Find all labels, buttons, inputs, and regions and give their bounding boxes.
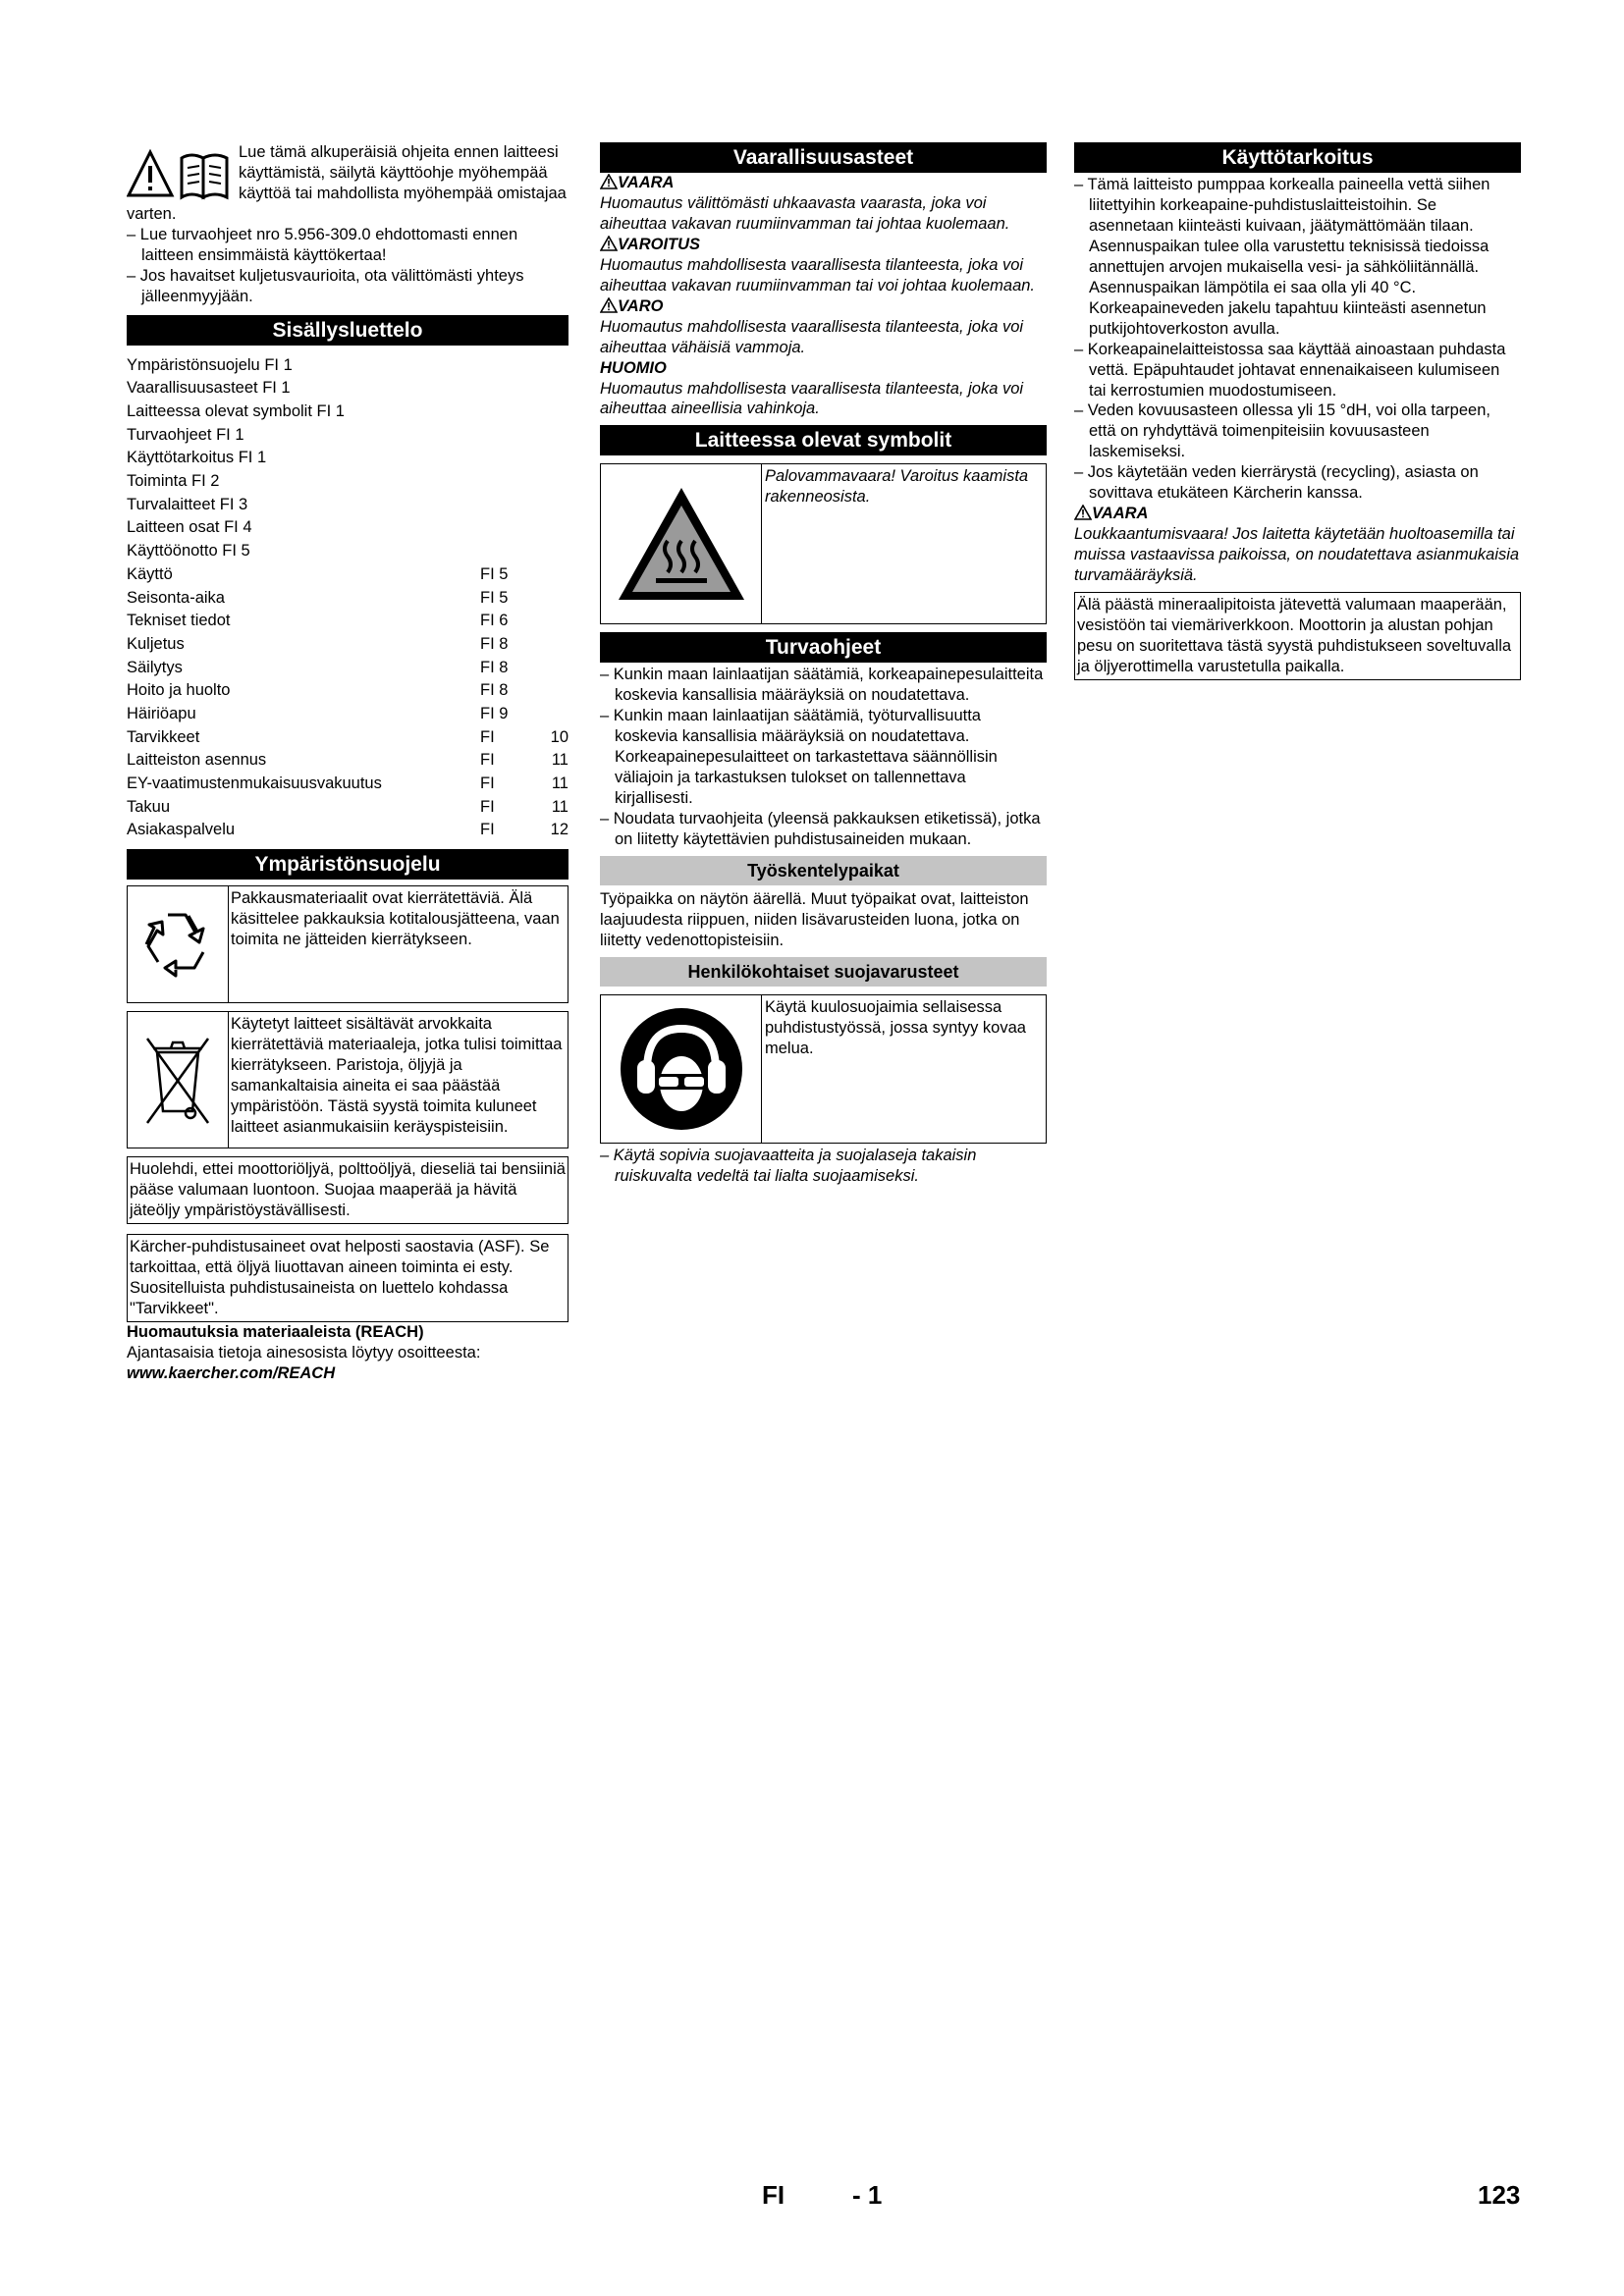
danger-level-text: Huomautus välittömästi uhkaavasta vaarasta, joka voi aiheuttaa vakavan ruumiinvamman tai johtaa kuolemaan. [600,193,1010,233]
reach-link[interactable]: www.kaercher.com/REACH [127,1363,336,1382]
recycle-text: Pakkausmateriaalit ovat kierrätettäviä. Älä käsittelee pakkauksia kotitalousjätteena, vaan toimita ne jätteiden kierrätykseen. [231,889,560,948]
toc-page-ref: FI 8 [480,681,509,700]
ppe-bullet: – Käytä sopivia suojavaatteita ja suojalaseja takaisin ruiskuvalta vedeltä tai lialta suojaamiseksi. [600,1146,977,1185]
toc-page-number: 11 [551,774,568,792]
toc-title: Seisonta-aika [127,588,225,607]
detergent-notice-box: Kärcher-puhdistusaineet ovat helposti saostavia (ASF). Se tarkoittaa, että öljyä liuottavan aineen toiminta ei esty. Suositelluista puhdistusaineista on luettelo kohdassa "Tarvikkeet". [127,1234,568,1322]
toc-page-ref [480,355,539,379]
toc-title: Laitteen osat FI 4 [127,518,252,537]
toc-title: Tekniset tiedot [127,612,231,630]
toc-page-ref [480,541,539,564]
toc-row[interactable] [127,611,568,634]
safety-bullet: – Kunkin maan lainlaatijan säätämiä, työturvallisuutta koskevia kansallisia määräyksiä on noudatettava. Korkeapainepesulaitteet on tarkastettava säännöllisin väliajoin ja tarkastuksen tulokset on tallennettava kirjallisesti. [600,707,998,808]
toc-row[interactable] [127,495,568,518]
use-bullet-text: Tämä laitteisto pumppaa korkealla paineella vettä siihen liitettyihin korkeapaine-puhdistuslaitteistoihin. Se asennetaan kiinteästi kuivaan, jäätymättömään tilaan. Asennuspaikan tulee olla varustettu teknisissä tiedoissa annettujen arvojen mukaisella vesi- ja sähköliitännällä. Asennuspaikan lämpötila ei saa olla yli 40 °C. Korkeapaineveden jakelu tapahtuu kiinteästi asennetun putkijohtoverkoston avulla. [1087,176,1490,338]
toc-title: Turvaohjeet FI 1 [127,425,244,444]
toc-row[interactable] [127,820,568,843]
toc-page-ref: FI 5 [480,588,509,607]
recycle-symbol-row [127,885,568,1003]
intended-use-heading: Käyttötarkoitus [1074,142,1521,173]
environment-heading: Ympäristönsuojelu [127,849,568,880]
safety-bullet-text: Noudata turvaohjeita (yleensä pakkauksen etiketissä), jotka on liitetty käytettävien puhdistusaineiden mukaan. [613,810,1041,849]
toc-title: Säilytys [127,658,183,676]
ear-eye-protection-icon [601,995,762,1143]
use-bullet: – Jos käytetään veden kierrärystä (recycling), asiasta on sovittava etukäteen Kärcherin kanssa. [1074,463,1479,503]
toc-page-number [539,588,568,612]
toc-page-number [539,448,568,471]
toc-page-number [539,495,568,518]
toc-page-number [539,634,568,658]
toc-page-ref: FI [480,797,495,816]
reach-text: Ajantasaisia tietoja ainesosista löytyy osoitteesta: [127,1343,481,1362]
toc-page-number [539,704,568,727]
danger-level-text: Huomautus mahdollisesta vaarallisesta tilanteesta, joka voi aiheuttaa aineellisia vahinkoja. [600,379,1024,418]
danger-label-text: VAARA [1092,505,1149,523]
toc-page-ref [480,425,539,449]
toc-page-number [539,517,568,541]
workplace-text: Työpaikka on näytön äärellä. Muut työpaikat ovat, laitteiston laajuudesta riippuen, niiden lisävarusteiden luona, jotka on liitetty vedenottopisteisiin. [600,890,1029,949]
toc-row[interactable] [127,564,568,588]
toc-page-ref: FI 9 [480,704,509,722]
warning-triangle-icon [600,174,618,189]
use-bullet: – Veden kovuusasteen ollessa yli 15 °dH, voi olla tarpeen, että on ryhdyttävä toimenpiteisiin kovuusasteen laskemiseksi. [1074,401,1490,461]
use-bullet-text: Jos käytetään veden kierrärystä (recycling), asiasta on sovittava etukäteen Kärcherin kanssa. [1087,463,1479,503]
toc-row[interactable] [127,658,568,681]
danger-level-label [600,358,1047,379]
toc-page-number [539,425,568,449]
toc-row[interactable] [127,797,568,821]
toc-title: Kuljetus [127,634,185,653]
toc-title: Toiminta FI 2 [127,472,220,491]
toc-page-number [539,471,568,495]
danger-label [1074,504,1521,524]
toc-title: Käyttötarkoitus FI 1 [127,449,267,467]
toc-page-ref: FI 6 [480,612,509,630]
toc-page-number: 12 [550,821,568,839]
toc-row[interactable] [127,471,568,495]
toc-row[interactable] [127,634,568,658]
intro-bullet-text: Lue turvaohjeet nro 5.956-309.0 ehdottomasti ennen laitteen ensimmäistä käyttökertaa! [139,225,518,264]
toc-row[interactable] [127,727,568,751]
toc-page-number [539,401,568,425]
warning-triangle-icon [600,236,618,251]
reach-heading: Huomautuksia materiaaleista (REACH) [127,1322,424,1341]
intro-bullet: – Jos havaitset kuljetusvaurioita, ota välittömästi yhteys jälleenmyyjään. [127,266,524,305]
oil-notice-box: Huolehdi, ettei moottoriöljyä, polttoöljyä, dieseliä tai bensiiniä pääse valumaan luontoon. Suojaa maaperää ja hävitä jäteöljy ympäristöystävällisesti. [127,1156,568,1224]
recycle-icon [128,886,229,1002]
danger-text: Loukkaantumisvaara! Jos laitetta käytetään huoltoasemilla tai muissa vastaavissa paikoissa, on noudatettava asianmukaisia turvamääräyksiä. [1074,525,1520,585]
intro-bullet: – Lue turvaohjeet nro 5.956-309.0 ehdottomasti ennen laitteen ensimmäistä käyttökertaa! [127,225,518,264]
toc-title: Käyttö [127,564,173,583]
toc-row[interactable] [127,355,568,379]
toc-page-ref [480,495,539,518]
column-middle [600,142,1047,1187]
ppe-bullet-text: Käytä sopivia suojavaatteita ja suojalaseja takaisin ruiskuvalta vedeltä tai lialta suojaamiseksi. [613,1146,977,1185]
safety-bullet-text: Kunkin maan lainlaatijan säätämiä, työturvallisuutta koskevia kansallisia määräyksiä on noudatettava. Korkeapainepesulaitteet on tarkastettava säännöllisin väliajoin ja tarkastuksen tulokset on tallennettava kirjallisesti. [613,707,998,808]
danger-level-text: Huomautus mahdollisesta vaarallisesta tilanteesta, joka voi aiheuttaa vakavan ruumiinvamman tai voi johtaa kuolemaan. [600,255,1036,294]
safety-bullet: – Kunkin maan lainlaatijan säätämiä, korkeapainepesulaitteita koskevia kansallisia määräyksiä on noudatettava. [600,666,1044,705]
danger-level-label-text: VAARA [618,174,675,191]
footer-local-page: - 1 [852,2180,883,2210]
column-right [1074,142,1521,680]
toc-row[interactable] [127,425,568,449]
wastewater-notice-box: Älä päästä mineraalipitoista jätevettä valumaan maaperään, vesistöön tai viemäriverkkoon. Moottorin ja alustan pohjan pesu on suoritettava tästä syystä puhdistukseen soveltuvalla ja öljyerottimella varustetulla paikalla. [1074,592,1521,680]
hot-surface-warning-icon [601,464,762,623]
toc-title: Laitteiston asennus [127,751,267,770]
danger-level-label-text: VAROITUS [618,235,701,253]
danger-level-label-text: VARO [618,296,664,315]
toc-row[interactable] [127,401,568,425]
toc-page-number [539,658,568,681]
toc-row[interactable] [127,680,568,704]
toc-row[interactable] [127,588,568,612]
toc-page-number [539,611,568,634]
intro-block [127,142,568,225]
toc-page-ref: FI [480,774,495,792]
symbols-heading: Laitteessa olevat symbolit [600,425,1047,455]
safety-bullet-text: Kunkin maan lainlaatijan säätämiä, korkeapainepesulaitteita koskevia kansallisia määräyksiä on noudatettava. [613,666,1044,705]
use-bullet-text: Korkeapainelaitteistossa saa käyttää ainoastaan puhdasta vettä. Epäpuhtaudet johtavat ennenaikaiseen kulumiseen tai kerrostumien muodostumiseen. [1087,340,1506,400]
toc-page-number: 11 [551,797,568,816]
danger-level-text: Huomautus mahdollisesta vaarallisesta tilanteesta, joka voi aiheuttaa vähäisiä vammoja. [600,317,1024,356]
toc-title: Käyttöönotto FI 5 [127,542,250,561]
burn-warning-text: Palovammavaara! Varoitus kaamista rakenneosista. [765,467,1029,507]
toc-title: Häiriöapu [127,704,196,722]
toc-title: Tarvikkeet [127,727,200,746]
toc-row[interactable] [127,448,568,471]
ppe-text: Käytä kuulosuojaimia sellaisessa puhdistustyössä, jossa syntyy kovaa melua. [765,997,1026,1057]
use-bullet: – Tämä laitteisto pumppaa korkealla paineella vettä siihen liitettyihin korkeapaine-puhdistuslaitteistoihin. Se asennetaan kiinteästi kuivaan, jäätymättömään tilaan. Asennuspaikan tulee olla varustettu teknisissä tiedoissa annettujen arvojen mukaisella vesi- ja sähköliitännällä. Asennuspaikan lämpötila ei saa olla yli 40 °C. Korkeapaineveden jakelu tapahtuu kiinteästi asennetun putkijohtoverkoston avulla. [1074,176,1490,338]
toc-page-ref [480,448,539,471]
toc-row[interactable] [127,704,568,727]
read-manual-icon [127,148,235,201]
danger-levels-list [600,173,1047,419]
toc-row[interactable] [127,541,568,564]
weee-text: Käytetyt laitteet sisältävät arvokkaita kierrätettäviä materiaaleja, jotka tulisi toimittaa kierrätykseen. Paristoja, öljyjä ja samankaltaisia aineita ei saa päästää ympäristöön. Tästä syystä toimita kuluneet laitteet asianmukaisiin keräyspisteisiin. [231,1015,563,1136]
toc-title: EY-vaatimustenmukaisuusvakuutus [127,774,382,792]
toc-page-ref: FI [480,751,495,770]
workplace-heading: Työskentelypaikat [600,856,1047,885]
toc-page-ref [480,517,539,541]
burn-symbol-row [600,463,1047,624]
danger-level-label [600,296,1047,317]
footer-page-number: 123 [1478,2180,1521,2210]
table-of-contents [127,355,568,843]
toc-page-ref: FI [480,821,495,839]
safety-heading: Turvaohjeet [600,632,1047,663]
toc-title: Takuu [127,797,171,816]
toc-page-number: 10 [550,727,568,746]
toc-title: Vaarallisuusasteet FI 1 [127,379,291,398]
toc-page-number [539,564,568,588]
toc-title: Ympäristönsuojelu FI 1 [127,355,293,374]
toc-page-number [539,541,568,564]
crossed-bin-icon [128,1012,229,1148]
toc-page-ref [480,401,539,425]
use-bullet: – Korkeapainelaitteistossa saa käyttää ainoastaan puhdasta vettä. Epäpuhtaudet johtavat ennenaikaiseen kulumiseen tai kerrostumien muodostumiseen. [1074,340,1506,400]
ppe-symbol-row [600,994,1047,1144]
toc-title: Turvalaitteet FI 3 [127,495,248,513]
footer-language: FI [762,2180,785,2210]
toc-title: Hoito ja huolto [127,681,231,700]
use-bullet-text: Veden kovuusasteen ollessa yli 15 °dH, voi olla tarpeen, että on ryhdyttävä toimenpiteisiin kovuusasteen laskemiseksi. [1087,401,1490,461]
toc-row[interactable] [127,378,568,401]
toc-heading: Sisällysluettelo [127,315,568,346]
danger-levels-heading: Vaarallisuusasteet [600,142,1047,173]
toc-page-number: 11 [551,751,568,770]
weee-symbol-row [127,1011,568,1148]
toc-row[interactable] [127,750,568,774]
intro-text: Lue tämä alkuperäisiä ohjeita ennen laitteesi käyttämistä, säilytä käyttöohje myöhempää käyttöä tai mahdollista myöhempää omistajaa varten. [127,143,567,223]
toc-page-number [539,680,568,704]
toc-page-ref: FI [480,727,495,746]
toc-page-ref [480,471,539,495]
warning-triangle-icon [600,297,618,313]
toc-row[interactable] [127,774,568,797]
toc-page-ref: FI 5 [480,564,509,583]
toc-title: Asiakaspalvelu [127,821,236,839]
danger-level-label [600,235,1047,255]
toc-page-ref: FI 8 [480,634,509,653]
toc-row[interactable] [127,517,568,541]
toc-page-ref [480,378,539,401]
column-left [127,142,568,1384]
toc-title: Laitteessa olevat symbolit FI 1 [127,402,345,420]
ppe-heading: Henkilökohtaiset suojavarusteet [600,957,1047,987]
toc-page-number [539,355,568,379]
intro-bullet-text: Jos havaitset kuljetusvaurioita, ota välittömästi yhteys jälleenmyyjään. [139,266,524,305]
toc-page-number [539,378,568,401]
safety-bullet: – Noudata turvaohjeita (yleensä pakkauksen etiketissä), jotka on liitetty käytettävien puhdistusaineiden mukaan. [600,810,1041,849]
warning-triangle-icon [1074,505,1092,520]
toc-page-ref: FI 8 [480,658,509,676]
danger-level-label-text: HUOMIO [600,358,667,377]
danger-level-label [600,173,1047,193]
